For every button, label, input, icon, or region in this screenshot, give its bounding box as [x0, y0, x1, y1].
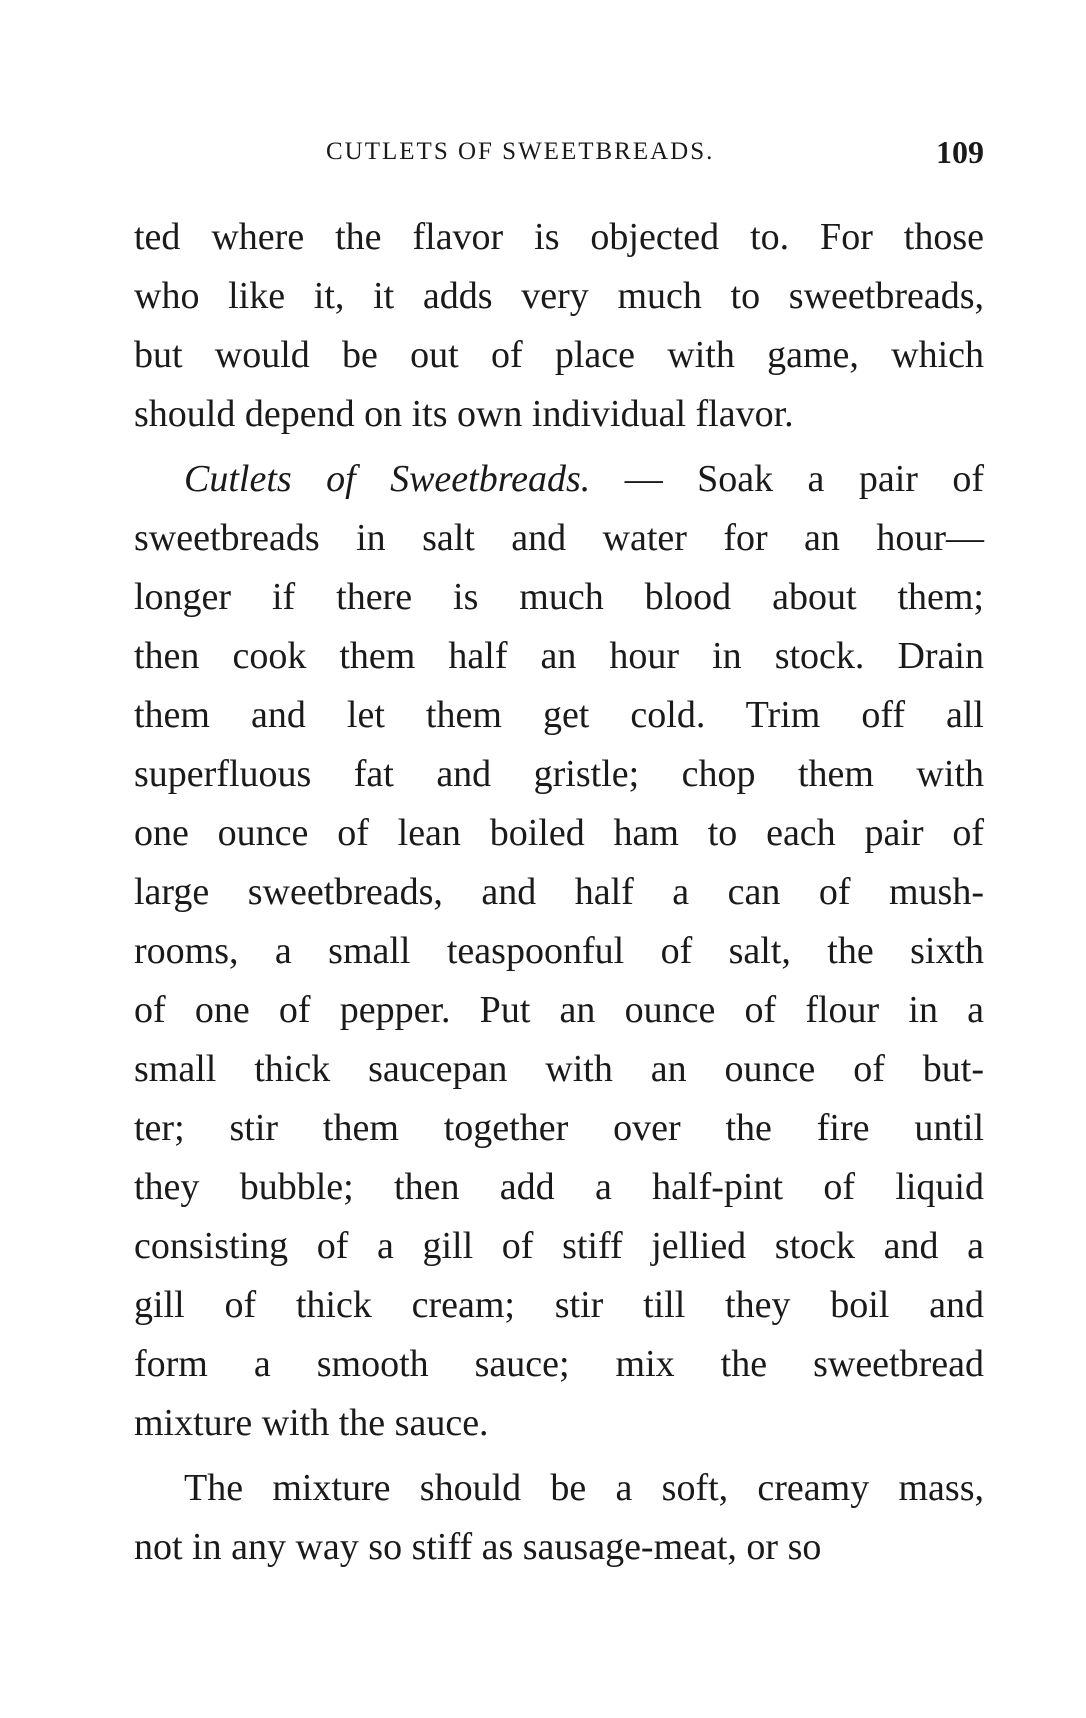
text-line: mixture with the sauce.: [134, 1402, 489, 1444]
text-line: should depend on its own individual flavor.: [134, 393, 794, 435]
body-text: [134, 208, 984, 1577]
text-line: The mixture should be a soft, creamy mass,: [184, 1467, 984, 1509]
text-line: not in any way so stiff as sausage-meat, or so: [134, 1526, 822, 1568]
text-line: then cook them half an hour in stock. Drain: [134, 635, 984, 677]
text-line: ter; stir them together over the fire until: [134, 1107, 984, 1149]
text-line: form a smooth sauce; mix the sweetbread: [134, 1343, 984, 1385]
text-line: gill of thick cream; stir till they boil and: [134, 1284, 984, 1326]
paragraph-1: [134, 208, 984, 444]
page-number: 109: [936, 134, 984, 170]
text-line: of one of pepper. Put an ounce of flour in a: [134, 989, 984, 1031]
text-line-first: [134, 450, 984, 509]
running-header: [134, 134, 984, 178]
text-line-rest: — Soak a pair of: [624, 458, 985, 500]
text-line: small thick saucepan with an ounce of but-: [134, 1048, 984, 1090]
text-line: large sweetbreads, and half a can of mush-: [134, 871, 984, 913]
recipe-heading: Cutlets of Sweetbreads.: [184, 458, 591, 500]
text-line: consisting of a gill of stiff jellied stock and a: [134, 1225, 984, 1267]
paragraph-2: [134, 450, 984, 1453]
chapter-title: CUTLETS OF SWEETBREADS.: [326, 138, 715, 165]
text-line: superfluous fat and gristle; chop them with: [134, 753, 984, 795]
text-line: sweetbreads in salt and water for an hour—: [134, 517, 984, 559]
paragraph-3: [134, 1459, 984, 1577]
text-line: one ounce of lean boiled ham to each pair of: [134, 812, 984, 854]
text-line: longer if there is much blood about them;: [134, 576, 984, 618]
text-line: rooms, a small teaspoonful of salt, the sixth: [134, 930, 984, 972]
text-line: them and let them get cold. Trim off all: [134, 694, 984, 736]
text-line: but would be out of place with game, which: [134, 334, 984, 376]
text-line: ted where the flavor is objected to. For those: [134, 216, 984, 258]
text-line: who like it, it adds very much to sweetbreads,: [134, 275, 984, 317]
text-line: they bubble; then add a half-pint of liquid: [134, 1166, 984, 1208]
